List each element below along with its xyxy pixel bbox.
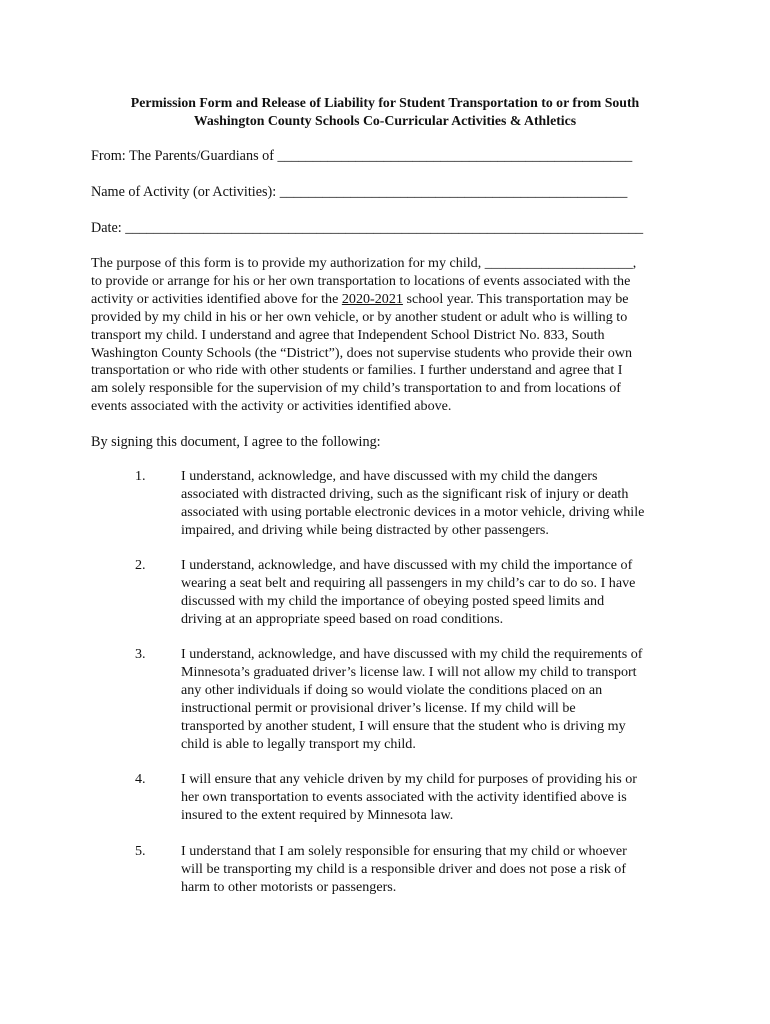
- from-parents-field[interactable]: From: The Parents/Guardians of __________________________________________________: [91, 148, 633, 164]
- item-line: impaired, and driving while being distracted by other passengers.: [181, 521, 549, 538]
- purpose-line: [91, 291, 685, 309]
- activity-name-field[interactable]: Name of Activity (or Activities): _________________________________________________: [91, 184, 628, 200]
- item-number: 1.: [135, 468, 146, 484]
- item-line: discussed with my child the importance of obeying posted speed limits and: [181, 592, 605, 609]
- purpose-line: Washington County Schools (the “District”), does not supervise students who provide their own: [91, 344, 633, 361]
- item-text: [181, 646, 701, 753]
- school-year: 2020-2021: [341, 290, 403, 307]
- purpose-line: to provide or arrange for his or her own transportation to locations of events associated with the: [91, 272, 631, 289]
- agreement-intro: By signing this document, I agree to the following:: [91, 434, 381, 450]
- purpose-line-text: school year. This transportation may be: [402, 290, 629, 307]
- item-line: child is able to legally transport my child.: [181, 735, 416, 752]
- item-line: wearing a seat belt and requiring all passengers in my child’s car to do so. I have: [181, 574, 636, 591]
- purpose-line: events associated with the activity or activities identified above.: [91, 398, 452, 415]
- purpose-line-text: activity or activities identified above for the: [91, 290, 342, 307]
- item-line: instructional permit or provisional driver’s license. If my child will be: [181, 699, 576, 716]
- item-line: associated with using portable electronic devices in a motor vehicle, driving while: [181, 503, 645, 520]
- item-line: driving at an appropriate speed based on road conditions.: [181, 610, 504, 627]
- item-number: 2.: [135, 557, 146, 573]
- item-line: Minnesota’s graduated driver’s license law. I will not allow my child to transport: [181, 663, 637, 680]
- item-number: 4.: [135, 771, 146, 787]
- form-title-line-1: Permission Form and Release of Liability for Student Transportation to or from South: [130, 95, 640, 110]
- item-line: transported by another student, I will ensure that the student who is driving my: [181, 717, 626, 734]
- purpose-line: transport my child. I understand and agree that Independent School District No. 833, South: [91, 326, 605, 343]
- item-line: I understand, acknowledge, and have discussed with my child the requirements of: [181, 646, 643, 662]
- item-text: [181, 468, 701, 540]
- form-title-line-2: Washington County Schools Co-Curricular Activities & Athletics: [193, 113, 577, 128]
- item-text: [181, 557, 701, 629]
- item-number: 5.: [135, 843, 146, 859]
- purpose-line: provided by my child in his or her own vehicle, or by another student or adult who is willing to: [91, 308, 628, 325]
- item-line: insured to the extent required by Minnesota law.: [181, 806, 454, 823]
- item-text: [181, 771, 701, 825]
- item-text: [181, 843, 701, 897]
- form-title: [60, 94, 710, 130]
- item-line: I understand, acknowledge, and have discussed with my child the dangers: [181, 468, 598, 484]
- item-line: any other individuals if doing so would violate the conditions placed on an: [181, 681, 603, 698]
- purpose-paragraph: [91, 255, 685, 416]
- purpose-line: transportation or who ride with other students or families. I further understand and agree that I: [91, 362, 623, 379]
- item-line: I understand that I am solely responsible for ensuring that my child or whoever: [181, 843, 627, 859]
- item-line: her own transportation to events associated with the activity identified above is: [181, 788, 627, 805]
- item-number: 3.: [135, 646, 146, 662]
- purpose-line: The purpose of this form is to provide my authorization for my child, _____________________,: [91, 255, 637, 271]
- item-line: I will ensure that any vehicle driven by my child for purposes of providing his or: [181, 771, 637, 787]
- item-line: harm to other motorists or passengers.: [181, 878, 397, 895]
- date-field[interactable]: Date: _________________________________________________________________________: [91, 220, 644, 236]
- item-line: I understand, acknowledge, and have discussed with my child the importance of: [181, 557, 633, 573]
- purpose-line: am solely responsible for the supervision of my child’s transportation to and from locations of: [91, 380, 621, 397]
- item-line: will be transporting my child is a responsible driver and does not pose a risk of: [181, 860, 627, 877]
- item-line: associated with distracted driving, such as the significant risk of injury or death: [181, 485, 629, 502]
